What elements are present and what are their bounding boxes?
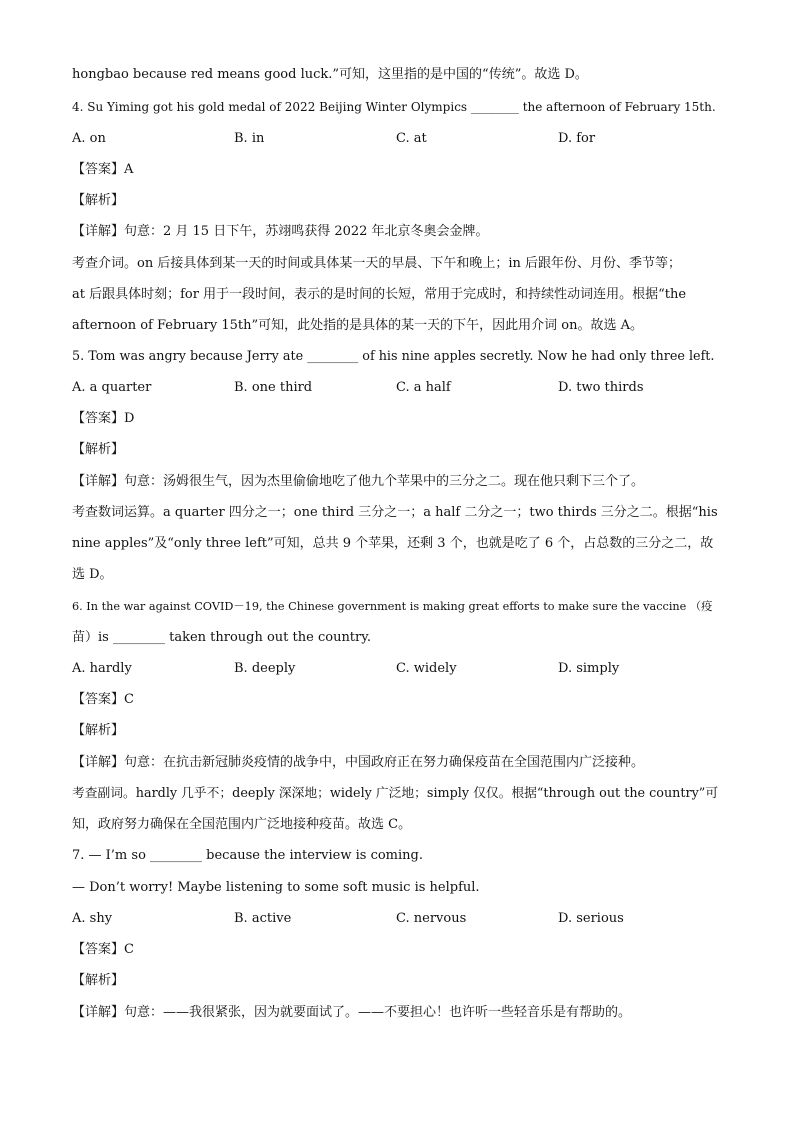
answer-label: 【答案】A xyxy=(72,162,134,177)
question-7: 7. — I’m so ________ because the interview is coming. xyxy=(72,848,423,863)
text-line: hongbao because red means good luck.”可知，这里指的是中国的“传统”。故选 D。 xyxy=(72,67,588,82)
option-c: C. at xyxy=(396,131,427,146)
detail-line: at 后跟具体时刻；for 用于一段时间，表示的是时间的长短，常用于完成时，和持续性动词连用。根据“the xyxy=(72,287,687,302)
option-a: A. on xyxy=(72,131,106,146)
analysis-label: 【解析】 xyxy=(72,723,125,738)
option-d: D. two thirds xyxy=(558,380,644,395)
detail-line: 考查副词。hardly 几乎不；deeply 深深地；widely 广泛地；simply 仅仅。根据“through out the country”可 xyxy=(72,786,719,801)
detail-line: afternoon of February 15th”可知，此处指的是具体的某一天的下午，因此用介词 on。故选 A。 xyxy=(72,318,643,333)
question-4: 4. Su Yiming got his gold medal of 2022 Beijing Winter Olympics ________ the afternoon of February 15th. xyxy=(72,100,716,114)
option-d: D. serious xyxy=(558,911,624,926)
analysis-label: 【解析】 xyxy=(72,442,125,457)
option-d: D. for xyxy=(558,131,596,146)
detail-line: 【详解】句意：汤姆很生气，因为杰里偷偷地吃了他九个苹果中的三分之二。现在他只剩下三个了。 xyxy=(72,474,645,489)
detail-line: nine apples”及“only three left”可知，总共 9 个苹果，还剩 3 个，也就是吃了 6 个，占总数的三分之二，故 xyxy=(72,536,714,551)
option-c: C. a half xyxy=(396,380,451,395)
analysis-label: 【解析】 xyxy=(72,193,125,208)
answer-label: 【答案】D xyxy=(72,411,135,426)
option-b: B. one third xyxy=(234,380,313,395)
question-6-cont: 苗）is ________ taken through out the country. xyxy=(72,630,372,645)
answer-label: 【答案】C xyxy=(72,942,134,957)
detail-line: 考查数词运算。a quarter 四分之一；one third 三分之一；a half 二分之一；two thirds 三分之二。根据“his xyxy=(72,505,718,520)
option-b: B. deeply xyxy=(234,661,296,676)
detail-line: 【详解】句意：2 月 15 日下午，苏翊鸣获得 2022 年北京冬奥会金牌。 xyxy=(72,224,489,239)
option-a: A. a quarter xyxy=(72,380,152,395)
option-b: B. in xyxy=(234,131,265,146)
option-b: B. active xyxy=(234,911,292,926)
option-d: D. simply xyxy=(558,661,620,676)
option-c: C. widely xyxy=(396,661,457,676)
question-7-cont: — Don’t worry! Maybe listening to some soft music is helpful. xyxy=(72,880,480,895)
option-c: C. nervous xyxy=(396,911,467,926)
detail-line: 【详解】句意：——我很紧张，因为就要面试了。——不要担心！也许听一些轻音乐是有帮助的。 xyxy=(72,1005,632,1020)
detail-line: 选 D。 xyxy=(72,567,113,582)
option-a: A. hardly xyxy=(72,661,132,676)
answer-label: 【答案】C xyxy=(72,692,134,707)
detail-line: 知，政府努力确保在全国范围内广泛地接种疫苗。故选 C。 xyxy=(72,817,412,832)
question-6: 6. In the war against COVID－19, the Chinese government is making great efforts to make sure the vaccine （疫 xyxy=(72,600,713,613)
detail-line: 【详解】句意：在抗击新冠肺炎疫情的战争中，中国政府正在努力确保疫苗在全国范围内广泛接种。 xyxy=(72,755,645,770)
option-a: A. shy xyxy=(72,911,113,926)
detail-line: 考查介词。on 后接具体到某一天的时间或具体某一天的早晨、下午和晚上；in 后跟年份、月份、季节等； xyxy=(72,256,681,271)
question-5: 5. Tom was angry because Jerry ate ________ of his nine apples secretly. Now he had only three left. xyxy=(72,349,715,364)
analysis-label: 【解析】 xyxy=(72,973,125,988)
